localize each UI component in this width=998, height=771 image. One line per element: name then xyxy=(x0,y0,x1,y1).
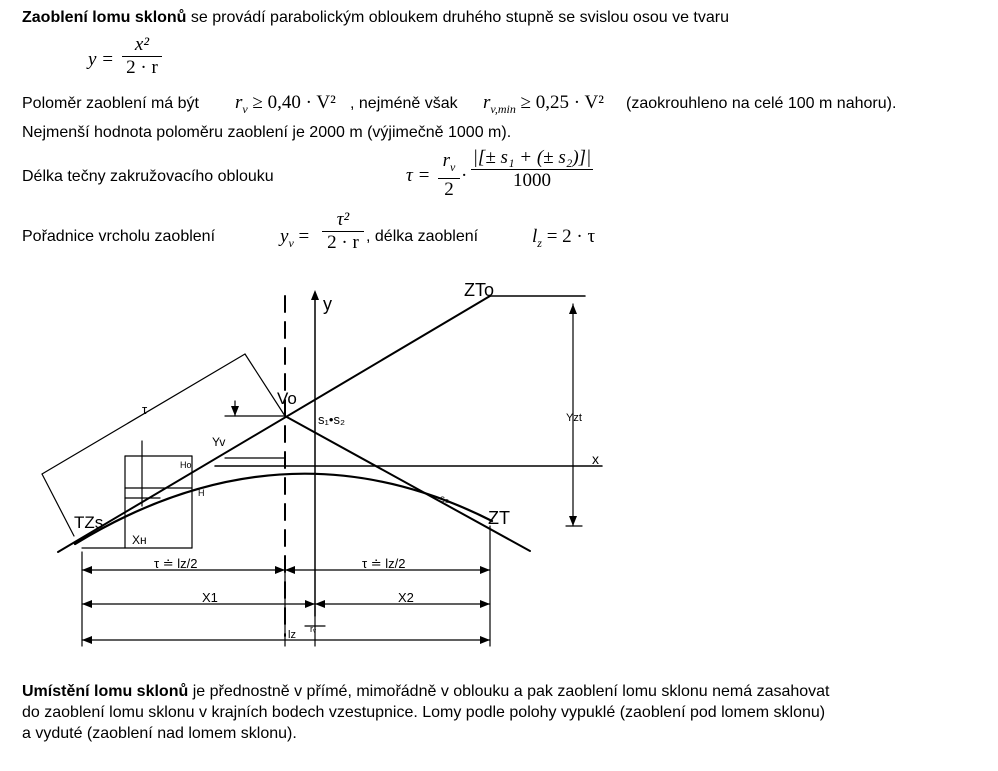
label-zto: ZTo xyxy=(464,280,495,300)
formula-main-num: x² xyxy=(134,34,150,55)
vertex-den: 2 · r xyxy=(322,231,364,254)
falling-tangent-line xyxy=(285,416,530,551)
vertex-mid-text: , délka zaoblení xyxy=(366,228,479,245)
vertex-fraction xyxy=(322,209,364,254)
tangent-dot: · xyxy=(461,165,468,186)
label-tzs: TZs xyxy=(74,513,104,532)
intro-paragraph xyxy=(22,8,729,28)
label-tau-left: τ ≐ lz/2 xyxy=(154,556,198,571)
vertical-curve-diagram xyxy=(30,276,620,648)
tangent-fraction-1: $\frac{r_v}{2}$ xyxy=(438,150,460,201)
label-rv: rᵥ xyxy=(310,624,316,634)
intro-bold: Zaoblení lomu sklonů xyxy=(22,9,187,26)
tangent-label: Délka tečny zakružovacího oblouku xyxy=(22,168,274,185)
label-x-axis: x xyxy=(592,451,599,467)
y-axis-arrow xyxy=(311,290,319,300)
tangent-den1: 2 xyxy=(438,178,460,201)
label-ho: Ho xyxy=(180,460,192,470)
radius-text-1: Poloměr zaoblení má být xyxy=(22,95,199,112)
radius-text-3: (zaokrouhleno na celé 100 m nahoru). xyxy=(626,95,897,112)
label-zt: ZT xyxy=(488,508,510,528)
radius-formula-1: $r_v \ge 0,40 \cdot V^2$ xyxy=(235,92,336,116)
label-tau-diagonal: τ xyxy=(142,402,148,417)
tangent-num1: r xyxy=(442,150,451,171)
tangent-den2: 1000 xyxy=(471,169,593,192)
label-yzt: Yzt xyxy=(566,412,582,424)
placement-bold: Umístění lomu sklonů xyxy=(22,683,189,700)
label-s1s2: s₁•s₂ xyxy=(318,412,345,427)
radius-formula-2: $r_{v,min} \ge 0,25 \cdot V^2$ xyxy=(483,92,604,116)
tangent-num2: |[± s₁ + (± s₂)]| xyxy=(472,147,592,168)
placement-line-3: a vyduté (zaoblení nad lomem sklonu). xyxy=(22,725,297,742)
vertex-num: τ² xyxy=(336,209,350,230)
tangent-fraction-2 xyxy=(471,147,593,192)
label-xh: Xн xyxy=(132,533,147,547)
placement-line-1: Umístění lomu sklonů je přednostně v přímé, mimořádně v oblouku a pak zaoblení lomu sklonu nemá zasahovat xyxy=(22,683,830,700)
tangent-lhs: τ = xyxy=(406,165,431,186)
label-x1: X1 xyxy=(202,590,218,605)
label-x2: X2 xyxy=(398,590,414,605)
label-s2: s₂ xyxy=(440,494,449,505)
vertex-lhs: $y_v$ = xyxy=(280,226,310,250)
min-radius-text: Nejmenší hodnota poloměru zaoblení je 2000 m (výjimečně 1000 m). xyxy=(22,124,512,141)
rising-tangent-line xyxy=(58,296,490,552)
label-h: H xyxy=(198,488,205,498)
formula-main-fraction xyxy=(122,34,162,79)
label-lz: lz xyxy=(288,629,296,641)
label-yv: Yv xyxy=(212,435,226,449)
label-vo: Vo xyxy=(277,389,297,408)
radius-text-2: , nejméně však xyxy=(350,95,458,112)
vertex-label: Pořadnice vrcholu zaoblení xyxy=(22,228,216,245)
formula-main-den: 2 · r xyxy=(122,56,162,79)
label-y-axis: y xyxy=(323,294,332,314)
formula-main-lhs: y = xyxy=(88,49,115,70)
placement-line-2: do zaoblení lomu sklonu v krajních bodech vzestupnice. Lomy podle polohy vypuklé (zaoblení pod lomem sklonu) xyxy=(22,704,826,721)
label-tau-right: τ ≐ lz/2 xyxy=(362,556,406,571)
vertex-rhs: $l_z = 2 \cdot \tau$ xyxy=(532,226,596,250)
intro-text: se provádí parabolickým obloukem druhého stupně se svislou osou ve tvaru xyxy=(186,9,729,26)
